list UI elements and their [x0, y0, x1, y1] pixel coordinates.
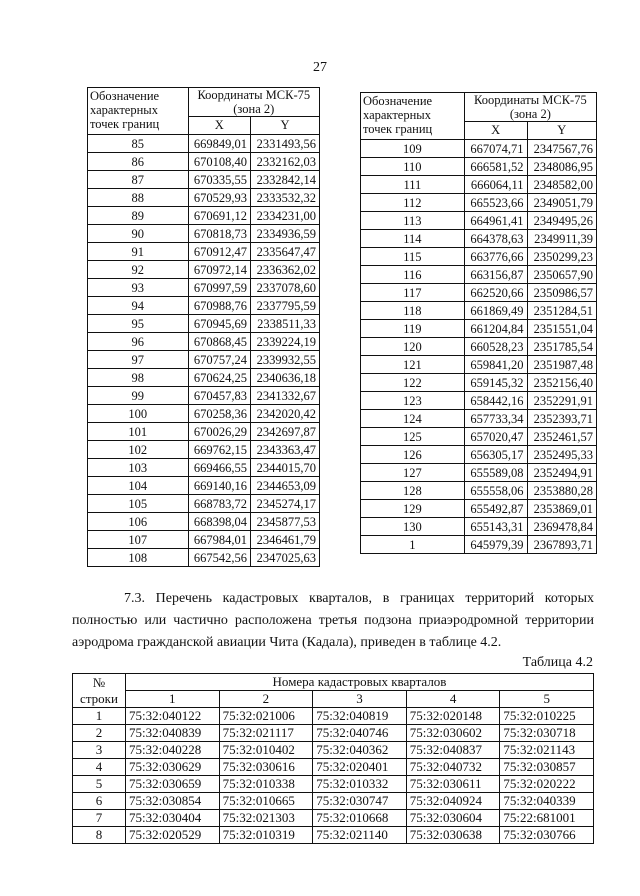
- y-coordinate-cell: 2339932,55: [250, 351, 319, 369]
- y-coordinate-cell: 2337078,60: [250, 279, 319, 297]
- y-coordinate-cell: 2336362,02: [250, 261, 319, 279]
- x-coordinate-cell: 663776,66: [464, 248, 527, 266]
- x-coordinate-cell: 670997,59: [188, 279, 250, 297]
- table-row: [73, 759, 594, 776]
- point-id-cell: 92: [88, 261, 189, 279]
- table-row: [88, 513, 320, 531]
- cadastral-number-cell: 75:32:030616: [219, 759, 313, 776]
- point-id-cell: 94: [88, 297, 189, 315]
- cadastral-number-cell: 75:32:010338: [219, 776, 313, 793]
- table-row: [361, 392, 597, 410]
- column-number-header: 5: [500, 691, 594, 708]
- x-coordinate-cell: 657733,34: [464, 410, 527, 428]
- table-row: [361, 446, 597, 464]
- x-coordinate-cell: 661204,84: [464, 320, 527, 338]
- coordinates-table-right-body: [361, 140, 597, 554]
- point-id-cell: 123: [361, 392, 465, 410]
- point-id-cell: 103: [88, 459, 189, 477]
- table-row: [361, 410, 597, 428]
- column-number-header: 1: [126, 691, 220, 708]
- cadastral-number-cell: 75:32:040732: [406, 759, 500, 776]
- x-coordinate-cell: 670972,14: [188, 261, 250, 279]
- cadastral-number-cell: 75:32:030857: [500, 759, 594, 776]
- point-id-cell: 128: [361, 482, 465, 500]
- table-row: [88, 387, 320, 405]
- x-coordinate-cell: 669849,01: [188, 135, 250, 153]
- table-row: [361, 266, 597, 284]
- y-coordinate-cell: 2352494,91: [527, 464, 596, 482]
- table-row: [88, 189, 320, 207]
- table-row: [361, 302, 597, 320]
- table-row: [88, 135, 320, 153]
- table-row: [73, 742, 594, 759]
- page-number: 27: [313, 60, 327, 75]
- x-coordinate-cell: 669140,16: [188, 477, 250, 495]
- coordinates-table-right: [360, 92, 597, 554]
- cadastral-number-cell: 75:32:030604: [406, 810, 500, 827]
- point-id-cell: 97: [88, 351, 189, 369]
- x-coordinate-cell: 657020,47: [464, 428, 527, 446]
- point-id-cell: 112: [361, 194, 465, 212]
- cadastral-number-cell: 75:32:040228: [126, 742, 220, 759]
- header-point-label: Обозначение характерных точек границ: [361, 93, 465, 140]
- point-id-cell: 107: [88, 531, 189, 549]
- y-coordinate-cell: 2338511,33: [250, 315, 319, 333]
- x-coordinate-cell: 660528,23: [464, 338, 527, 356]
- x-coordinate-cell: 670945,69: [188, 315, 250, 333]
- header-x: X: [464, 122, 527, 140]
- table-row: [361, 158, 597, 176]
- x-coordinate-cell: 670818,73: [188, 225, 250, 243]
- x-coordinate-cell: 663156,87: [464, 266, 527, 284]
- coordinates-table-left-body: [88, 135, 320, 567]
- point-id-cell: 110: [361, 158, 465, 176]
- table-row: [88, 477, 320, 495]
- y-coordinate-cell: 2345274,17: [250, 495, 319, 513]
- x-coordinate-cell: 659145,32: [464, 374, 527, 392]
- table-row: [361, 536, 597, 554]
- point-id-cell: 122: [361, 374, 465, 392]
- header-y: Y: [527, 122, 596, 140]
- cadastral-number-cell: 75:32:030747: [313, 793, 407, 810]
- cadastral-number-cell: 75:32:010402: [219, 742, 313, 759]
- cadastral-number-cell: 75:32:020222: [500, 776, 594, 793]
- x-coordinate-cell: 662520,66: [464, 284, 527, 302]
- y-coordinate-cell: 2353869,01: [527, 500, 596, 518]
- row-number-cell: 1: [73, 708, 126, 725]
- point-id-cell: 118: [361, 302, 465, 320]
- cadastral-number-cell: 75:32:030854: [126, 793, 220, 810]
- header-row-number: № строки: [73, 674, 126, 708]
- point-id-cell: 111: [361, 176, 465, 194]
- point-id-cell: 89: [88, 207, 189, 225]
- cadastral-table-body: [73, 708, 594, 844]
- point-id-cell: 120: [361, 338, 465, 356]
- table-row: [88, 333, 320, 351]
- cadastral-number-cell: 75:32:040339: [500, 793, 594, 810]
- table-row: [361, 428, 597, 446]
- table-row: [88, 423, 320, 441]
- point-id-cell: 95: [88, 315, 189, 333]
- y-coordinate-cell: 2335647,47: [250, 243, 319, 261]
- y-coordinate-cell: 2369478,84: [527, 518, 596, 536]
- y-coordinate-cell: 2342020,42: [250, 405, 319, 423]
- y-coordinate-cell: 2344653,09: [250, 477, 319, 495]
- table-row: [361, 500, 597, 518]
- y-coordinate-cell: 2348086,95: [527, 158, 596, 176]
- cadastral-number-cell: 75:32:040122: [126, 708, 220, 725]
- y-coordinate-cell: 2333532,32: [250, 189, 319, 207]
- table-row: [361, 248, 597, 266]
- column-number-header: 4: [406, 691, 500, 708]
- y-coordinate-cell: 2347025,63: [250, 549, 319, 567]
- point-id-cell: 126: [361, 446, 465, 464]
- y-coordinate-cell: 2341332,67: [250, 387, 319, 405]
- y-coordinate-cell: 2352156,40: [527, 374, 596, 392]
- x-coordinate-cell: 670529,93: [188, 189, 250, 207]
- table-row: [88, 261, 320, 279]
- header-cadastral-numbers: Номера кадастровых кварталов: [126, 674, 594, 691]
- table-row: [88, 549, 320, 567]
- y-coordinate-cell: 2352461,57: [527, 428, 596, 446]
- table-row: [73, 810, 594, 827]
- point-id-cell: 96: [88, 333, 189, 351]
- y-coordinate-cell: 2337795,59: [250, 297, 319, 315]
- point-id-cell: 119: [361, 320, 465, 338]
- point-id-cell: 125: [361, 428, 465, 446]
- x-coordinate-cell: 664961,41: [464, 212, 527, 230]
- cadastral-number-cell: 75:32:010665: [219, 793, 313, 810]
- point-id-cell: 116: [361, 266, 465, 284]
- y-coordinate-cell: 2350986,57: [527, 284, 596, 302]
- x-coordinate-cell: 656305,17: [464, 446, 527, 464]
- cadastral-number-cell: 75:32:020529: [126, 827, 220, 844]
- row-number-cell: 3: [73, 742, 126, 759]
- cadastral-number-cell: 75:32:040819: [313, 708, 407, 725]
- cadastral-number-cell: 75:32:040746: [313, 725, 407, 742]
- point-id-cell: 117: [361, 284, 465, 302]
- point-id-cell: 109: [361, 140, 465, 158]
- point-id-cell: 91: [88, 243, 189, 261]
- cadastral-number-cell: 75:32:030659: [126, 776, 220, 793]
- x-coordinate-cell: 666581,52: [464, 158, 527, 176]
- table-row: [88, 351, 320, 369]
- point-id-cell: 108: [88, 549, 189, 567]
- cadastral-number-cell: 75:32:010225: [500, 708, 594, 725]
- y-coordinate-cell: 2351987,48: [527, 356, 596, 374]
- table-row: [88, 405, 320, 423]
- table-row: [361, 464, 597, 482]
- point-id-cell: 85: [88, 135, 189, 153]
- y-coordinate-cell: 2344015,70: [250, 459, 319, 477]
- x-coordinate-cell: 670691,12: [188, 207, 250, 225]
- cadastral-number-cell: 75:32:021143: [500, 742, 594, 759]
- header-point-label: Обозначение характерных точек границ: [88, 88, 189, 135]
- x-coordinate-cell: 667542,56: [188, 549, 250, 567]
- cadastral-number-cell: 75:32:040839: [126, 725, 220, 742]
- table-row: [88, 279, 320, 297]
- point-id-cell: 104: [88, 477, 189, 495]
- row-number-cell: 6: [73, 793, 126, 810]
- table-row: [361, 212, 597, 230]
- x-coordinate-cell: 666064,11: [464, 176, 527, 194]
- y-coordinate-cell: 2345877,53: [250, 513, 319, 531]
- column-number-header: 3: [313, 691, 407, 708]
- y-coordinate-cell: 2332162,03: [250, 153, 319, 171]
- row-number-cell: 2: [73, 725, 126, 742]
- y-coordinate-cell: 2349495,26: [527, 212, 596, 230]
- y-coordinate-cell: 2343363,47: [250, 441, 319, 459]
- cadastral-number-cell: 75:32:010319: [219, 827, 313, 844]
- table-row: [88, 441, 320, 459]
- y-coordinate-cell: 2351551,04: [527, 320, 596, 338]
- row-number-cell: 8: [73, 827, 126, 844]
- cadastral-number-cell: 75:32:030404: [126, 810, 220, 827]
- column-number-row: [73, 691, 594, 708]
- x-coordinate-cell: 670912,47: [188, 243, 250, 261]
- point-id-cell: 124: [361, 410, 465, 428]
- table-row: [361, 374, 597, 392]
- x-coordinate-cell: 670258,36: [188, 405, 250, 423]
- x-coordinate-cell: 670026,29: [188, 423, 250, 441]
- table-row: [73, 776, 594, 793]
- y-coordinate-cell: 2332842,14: [250, 171, 319, 189]
- column-number-header: 2: [219, 691, 313, 708]
- table-row: [73, 725, 594, 742]
- cadastral-number-cell: 75:32:030718: [500, 725, 594, 742]
- x-coordinate-cell: 670624,25: [188, 369, 250, 387]
- x-coordinate-cell: 670108,40: [188, 153, 250, 171]
- table-row: [88, 207, 320, 225]
- table-row: [361, 338, 597, 356]
- table-row: [88, 495, 320, 513]
- point-id-cell: 98: [88, 369, 189, 387]
- y-coordinate-cell: 2350657,90: [527, 266, 596, 284]
- x-coordinate-cell: 655589,08: [464, 464, 527, 482]
- point-id-cell: 121: [361, 356, 465, 374]
- x-coordinate-cell: 655143,31: [464, 518, 527, 536]
- header-coordinates: Координаты МСК-75 (зона 2): [464, 93, 596, 122]
- y-coordinate-cell: 2352291,91: [527, 392, 596, 410]
- point-id-cell: 101: [88, 423, 189, 441]
- x-coordinate-cell: 667984,01: [188, 531, 250, 549]
- y-coordinate-cell: 2349051,79: [527, 194, 596, 212]
- cadastral-number-cell: 75:32:021140: [313, 827, 407, 844]
- point-id-cell: 99: [88, 387, 189, 405]
- x-coordinate-cell: 669762,15: [188, 441, 250, 459]
- point-id-cell: 88: [88, 189, 189, 207]
- cadastral-number-cell: 75:22:681001: [500, 810, 594, 827]
- section-paragraph: 7.3. Перечень кадастровых кварталов, в границах территорий которых полностью или частично расположена третья подзона приаэродромной территории аэродрома гражданской авиации Чита (Кадала), приведен в таблице 4.2.: [72, 591, 594, 650]
- cadastral-number-cell: 75:32:030638: [406, 827, 500, 844]
- coordinates-table-left: [87, 87, 320, 567]
- table-row: [88, 315, 320, 333]
- x-coordinate-cell: 655558,06: [464, 482, 527, 500]
- row-number-cell: 4: [73, 759, 126, 776]
- x-coordinate-cell: 668783,72: [188, 495, 250, 513]
- table-row: [88, 243, 320, 261]
- cadastral-number-cell: 75:32:040924: [406, 793, 500, 810]
- table-row: [361, 140, 597, 158]
- x-coordinate-cell: 658442,16: [464, 392, 527, 410]
- y-coordinate-cell: 2352495,33: [527, 446, 596, 464]
- point-id-cell: 113: [361, 212, 465, 230]
- point-id-cell: 115: [361, 248, 465, 266]
- table-row: [361, 518, 597, 536]
- header-x: X: [188, 117, 250, 135]
- table-row: [361, 284, 597, 302]
- point-id-cell: 87: [88, 171, 189, 189]
- table-row: [88, 225, 320, 243]
- point-id-cell: 102: [88, 441, 189, 459]
- y-coordinate-cell: 2349911,39: [527, 230, 596, 248]
- point-id-cell: 105: [88, 495, 189, 513]
- point-id-cell: 93: [88, 279, 189, 297]
- x-coordinate-cell: 661869,49: [464, 302, 527, 320]
- table-row: [73, 708, 594, 725]
- cadastral-number-cell: 75:32:020148: [406, 708, 500, 725]
- point-id-cell: 127: [361, 464, 465, 482]
- x-coordinate-cell: 670757,24: [188, 351, 250, 369]
- table-row: [361, 230, 597, 248]
- cadastral-number-cell: 75:32:021117: [219, 725, 313, 742]
- cadastral-number-cell: 75:32:040837: [406, 742, 500, 759]
- cadastral-number-cell: 75:32:030602: [406, 725, 500, 742]
- cadastral-number-cell: 75:32:021006: [219, 708, 313, 725]
- point-id-cell: 106: [88, 513, 189, 531]
- y-coordinate-cell: 2367893,71: [527, 536, 596, 554]
- table-row: [88, 459, 320, 477]
- y-coordinate-cell: 2346461,79: [250, 531, 319, 549]
- x-coordinate-cell: 645979,39: [464, 536, 527, 554]
- y-coordinate-cell: 2350299,23: [527, 248, 596, 266]
- y-coordinate-cell: 2340636,18: [250, 369, 319, 387]
- point-id-cell: 114: [361, 230, 465, 248]
- x-coordinate-cell: 664378,63: [464, 230, 527, 248]
- cadastral-number-cell: 75:32:021303: [219, 810, 313, 827]
- cadastral-number-cell: 75:32:030766: [500, 827, 594, 844]
- header-y: Y: [250, 117, 319, 135]
- x-coordinate-cell: 655492,87: [464, 500, 527, 518]
- x-coordinate-cell: 665523,66: [464, 194, 527, 212]
- cadastral-number-cell: 75:32:040362: [313, 742, 407, 759]
- table-row: [361, 482, 597, 500]
- table-row: [88, 171, 320, 189]
- point-id-cell: 1: [361, 536, 465, 554]
- x-coordinate-cell: 669466,55: [188, 459, 250, 477]
- y-coordinate-cell: 2351785,54: [527, 338, 596, 356]
- y-coordinate-cell: 2348582,00: [527, 176, 596, 194]
- table-row: [361, 194, 597, 212]
- table-row: [361, 176, 597, 194]
- x-coordinate-cell: 659841,20: [464, 356, 527, 374]
- row-number-cell: 7: [73, 810, 126, 827]
- header-coordinates: Координаты МСК-75 (зона 2): [188, 88, 319, 117]
- point-id-cell: 86: [88, 153, 189, 171]
- y-coordinate-cell: 2334231,00: [250, 207, 319, 225]
- y-coordinate-cell: 2352393,71: [527, 410, 596, 428]
- table-row: [73, 827, 594, 844]
- cadastral-number-cell: 75:32:010332: [313, 776, 407, 793]
- table-row: [88, 531, 320, 549]
- x-coordinate-cell: 670988,76: [188, 297, 250, 315]
- x-coordinate-cell: 670457,83: [188, 387, 250, 405]
- table-row: [361, 356, 597, 374]
- x-coordinate-cell: 670868,45: [188, 333, 250, 351]
- x-coordinate-cell: 670335,55: [188, 171, 250, 189]
- cadastral-number-cell: 75:32:020401: [313, 759, 407, 776]
- table-row: [88, 369, 320, 387]
- y-coordinate-cell: 2342697,87: [250, 423, 319, 441]
- x-coordinate-cell: 668398,04: [188, 513, 250, 531]
- x-coordinate-cell: 667074,71: [464, 140, 527, 158]
- cadastral-number-cell: 75:32:030629: [126, 759, 220, 776]
- y-coordinate-cell: 2351284,51: [527, 302, 596, 320]
- cadastral-number-cell: 75:32:030611: [406, 776, 500, 793]
- point-id-cell: 129: [361, 500, 465, 518]
- table-row: [88, 297, 320, 315]
- point-id-cell: 100: [88, 405, 189, 423]
- y-coordinate-cell: 2339224,19: [250, 333, 319, 351]
- point-id-cell: 130: [361, 518, 465, 536]
- table-row: [88, 153, 320, 171]
- y-coordinate-cell: 2331493,56: [250, 135, 319, 153]
- y-coordinate-cell: 2347567,76: [527, 140, 596, 158]
- y-coordinate-cell: 2353880,28: [527, 482, 596, 500]
- table-row: [361, 320, 597, 338]
- row-number-cell: 5: [73, 776, 126, 793]
- point-id-cell: 90: [88, 225, 189, 243]
- cadastral-quarters-table: [72, 673, 594, 844]
- y-coordinate-cell: 2334936,59: [250, 225, 319, 243]
- table-caption: Таблица 4.2: [522, 655, 593, 670]
- table-row: [73, 793, 594, 810]
- cadastral-number-cell: 75:32:010668: [313, 810, 407, 827]
